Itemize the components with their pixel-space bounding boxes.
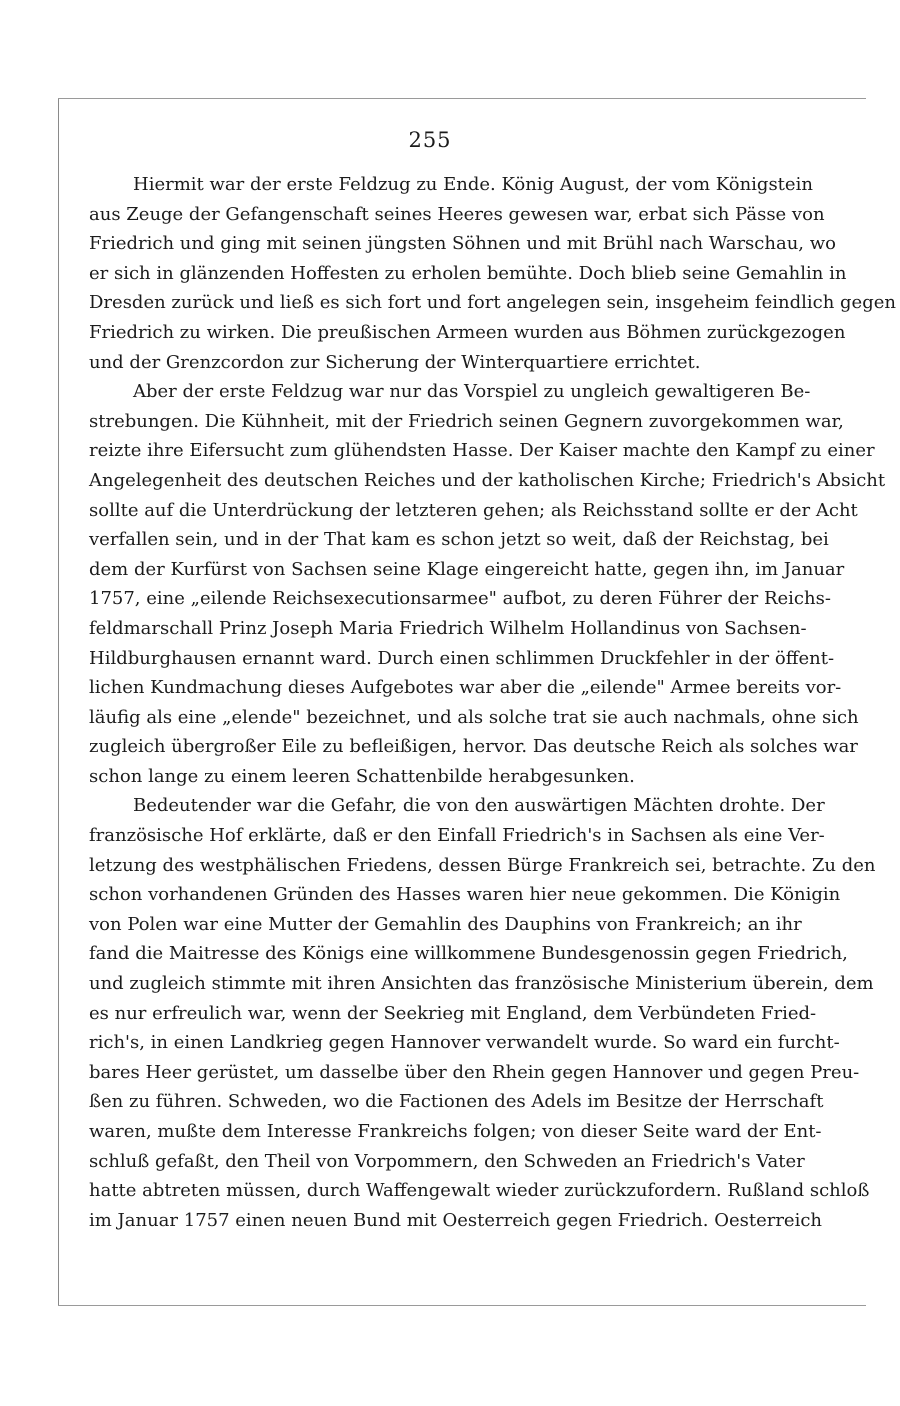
text-line: 1757, eine „eilende Reichsexecutionsarmee" aufbot, zu deren Führer der Reichs- [89, 588, 831, 610]
text-line: Hiermit war der erste Feldzug zu Ende. König August, der vom Königstein [133, 174, 813, 195]
text-line: fand die Maitresse des Königs eine willkommene Bundesgenossin gegen Friedrich, [89, 943, 848, 965]
text-line: schon lange zu einem leeren Schattenbilde herabgesunken. [89, 765, 635, 787]
text-line: waren, mußte dem Interesse Frankreichs folgen; von dieser Seite ward der Ent- [89, 1121, 822, 1142]
text-line: zugleich übergroßer Eile zu befleißigen, hervor. Das deutsche Reich als solches war [89, 736, 858, 758]
text-line: Dresden zurück und ließ es sich fort und fort angelegen sein, insgeheim feindlich gegen [89, 292, 896, 314]
text-line: reizte ihre Eifersucht zum glühendsten Hasse. Der Kaiser machte den Kampf zu einer [89, 440, 875, 462]
text-line: Bedeutender war die Gefahr, die von den auswärtigen Mächten drohte. Der [133, 795, 825, 817]
page-frame-bottom-rule [58, 1305, 866, 1306]
body-text [89, 170, 896, 1235]
text-line: verfallen sein, und in der That kam es schon jetzt so weit, daß der Reichstag, bei [89, 529, 829, 551]
text-line: rich's, in einen Landkrieg gegen Hannover verwandelt wurde. So ward ein furcht- [89, 1032, 840, 1054]
page-number: 255 [408, 128, 452, 152]
text-line: Hildburghausen ernannt ward. Durch einen schlimmen Druckfehler in der öffent- [89, 647, 835, 669]
text-line: von Polen war eine Mutter der Gemahlin des Dauphins von Frankreich; an ihr [89, 913, 802, 935]
text-line: strebungen. Die Kühnheit, mit der Friedrich seinen Gegnern zuvorgekommen war, [89, 410, 844, 432]
text-line: letzung des westphälischen Friedens, dessen Bürge Frankreich sei, betrachte. Zu den [89, 854, 876, 876]
text-line: und der Grenzcordon zur Sicherung der Winterquartiere errichtet. [89, 351, 701, 373]
text-line: lichen Kundmachung dieses Aufgebotes war aber die „eilende" Armee bereits vor- [89, 677, 842, 699]
text-line: hatte abtreten müssen, durch Waffengewalt wieder zurückzufordern. Rußland schloß [89, 1180, 870, 1202]
page-frame-left-rule [58, 98, 59, 1306]
page-frame-top-rule [58, 98, 866, 99]
text-line: französische Hof erklärte, daß er den Einfall Friedrich's in Sachsen als eine Ver- [89, 825, 825, 847]
text-line: Friedrich und ging mit seinen jüngsten Söhnen und mit Brühl nach Warschau, wo [89, 233, 836, 255]
text-line: Friedrich zu wirken. Die preußischen Armeen wurden aus Böhmen zurückgezogen [89, 321, 846, 343]
text-line: im Januar 1757 einen neuen Bund mit Oesterreich gegen Friedrich. Oesterreich [89, 1209, 823, 1231]
text-line: Aber der erste Feldzug war nur das Vorspiel zu ungleich gewaltigeren Be- [133, 381, 811, 403]
text-line: bares Heer gerüstet, um dasselbe über den Rhein gegen Hannover und gegen Preu- [89, 1061, 860, 1083]
text-line: schluß gefaßt, den Theil von Vorpommern, den Schweden an Friedrich's Vater [89, 1150, 805, 1172]
text-line: Angelegenheit des deutschen Reiches und der katholischen Kirche; Friedrich's Absicht [89, 469, 886, 491]
text-line: aus Zeuge der Gefangenschaft seines Heeres gewesen war, erbat sich Pässe von [89, 203, 825, 225]
text-line: er sich in glänzenden Hoffesten zu erholen bemühte. Doch blieb seine Gemahlin in [89, 262, 847, 284]
text-line: es nur erfreulich war, wenn der Seekrieg mit England, dem Verbündeten Fried- [89, 1002, 817, 1024]
text-line: ßen zu führen. Schweden, wo die Factionen des Adels im Besitze der Herrschaft [89, 1091, 824, 1113]
text-line: sollte auf die Unterdrückung der letzteren gehen; als Reichsstand sollte er der Acht [89, 499, 858, 521]
text-line: dem der Kurfürst von Sachsen seine Klage eingereicht hatte, gegen ihn, im Januar [89, 558, 845, 580]
text-line: läufig als eine „elende" bezeichnet, und als solche trat sie auch nachmals, ohne sich [89, 706, 859, 728]
text-line: feldmarschall Prinz Joseph Maria Friedrich Wilhelm Hollandinus von Sachsen- [89, 617, 807, 639]
text-line: und zugleich stimmte mit ihren Ansichten das französische Ministerium überein, dem [89, 973, 874, 995]
text-line: schon vorhandenen Gründen des Hasses waren hier neue gekommen. Die Königin [89, 884, 841, 906]
